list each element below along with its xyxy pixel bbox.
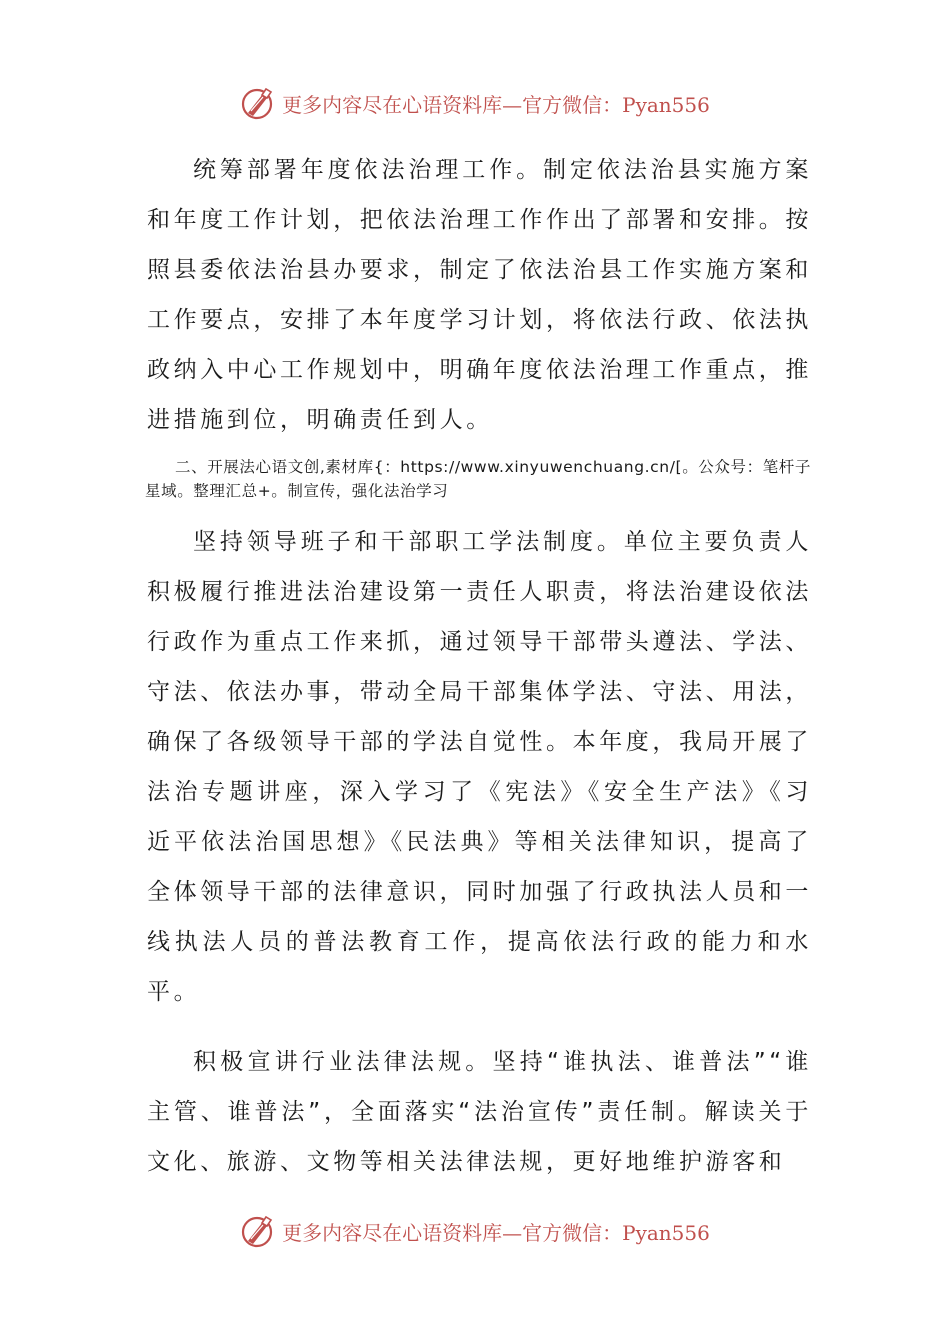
header-banner	[0, 83, 950, 123]
paragraph-2: 坚持领导班子和干部职工学法制度。单位主要负责人积极履行推进法治建设第一责任人职责，将法治建设依法行政作为重点工作来抓，通过领导干部带头遵法、学法、守法、依法办事，带动全局干部集体学法、守法、用法，确保了各级领导干部的学法自觉性。本年度，我局开展了法治专题讲座，深入学习了《宪法》《安全生产法》《习近平依法治国思想》《民法典》等相关法律知识，提高了全体领导干部的法律意识，同时加强了行政执法人员和一线执法人员的普法教育工作，提高依法行政的能力和水平。	[147, 529, 812, 1005]
pen-nib-logo-icon	[240, 1213, 276, 1249]
footer-banner	[0, 1211, 950, 1251]
document-body	[147, 145, 812, 1187]
section-heading-2: 二、开展法心语文创,素材库{：https://www.xinyuwenchuang.cn/[。公众号：笔杆子星域。整理汇总+。制宣传，强化法治学习	[145, 458, 811, 500]
paragraph-gap	[147, 1017, 812, 1037]
paragraph-3: 积极宣讲行业法律法规。坚持“谁执法、谁普法”“谁主管、谁普法”，全面落实“法治宣传”责任制。解读关于文化、旅游、文物等相关法律法规，更好地维护游客和	[147, 1049, 812, 1175]
paragraph-1: 统筹部署年度依法治理工作。制定依法治县实施方案和年度工作计划，把依法治理工作作出了部署和安排。按照县委依法治县办要求，制定了依法治县工作实施方案和工作要点，安排了本年度学习计划，将依法行政、依法执政纳入中心工作规划中，明确年度依法治理工作重点，推进措施到位，明确责任到人。	[147, 157, 812, 433]
pen-nib-logo-icon	[240, 85, 276, 121]
footer-banner-text: 更多内容尽在心语资料库—官方微信：Pyan556	[282, 1220, 710, 1245]
header-banner-text: 更多内容尽在心语资料库—官方微信：Pyan556	[282, 92, 710, 117]
